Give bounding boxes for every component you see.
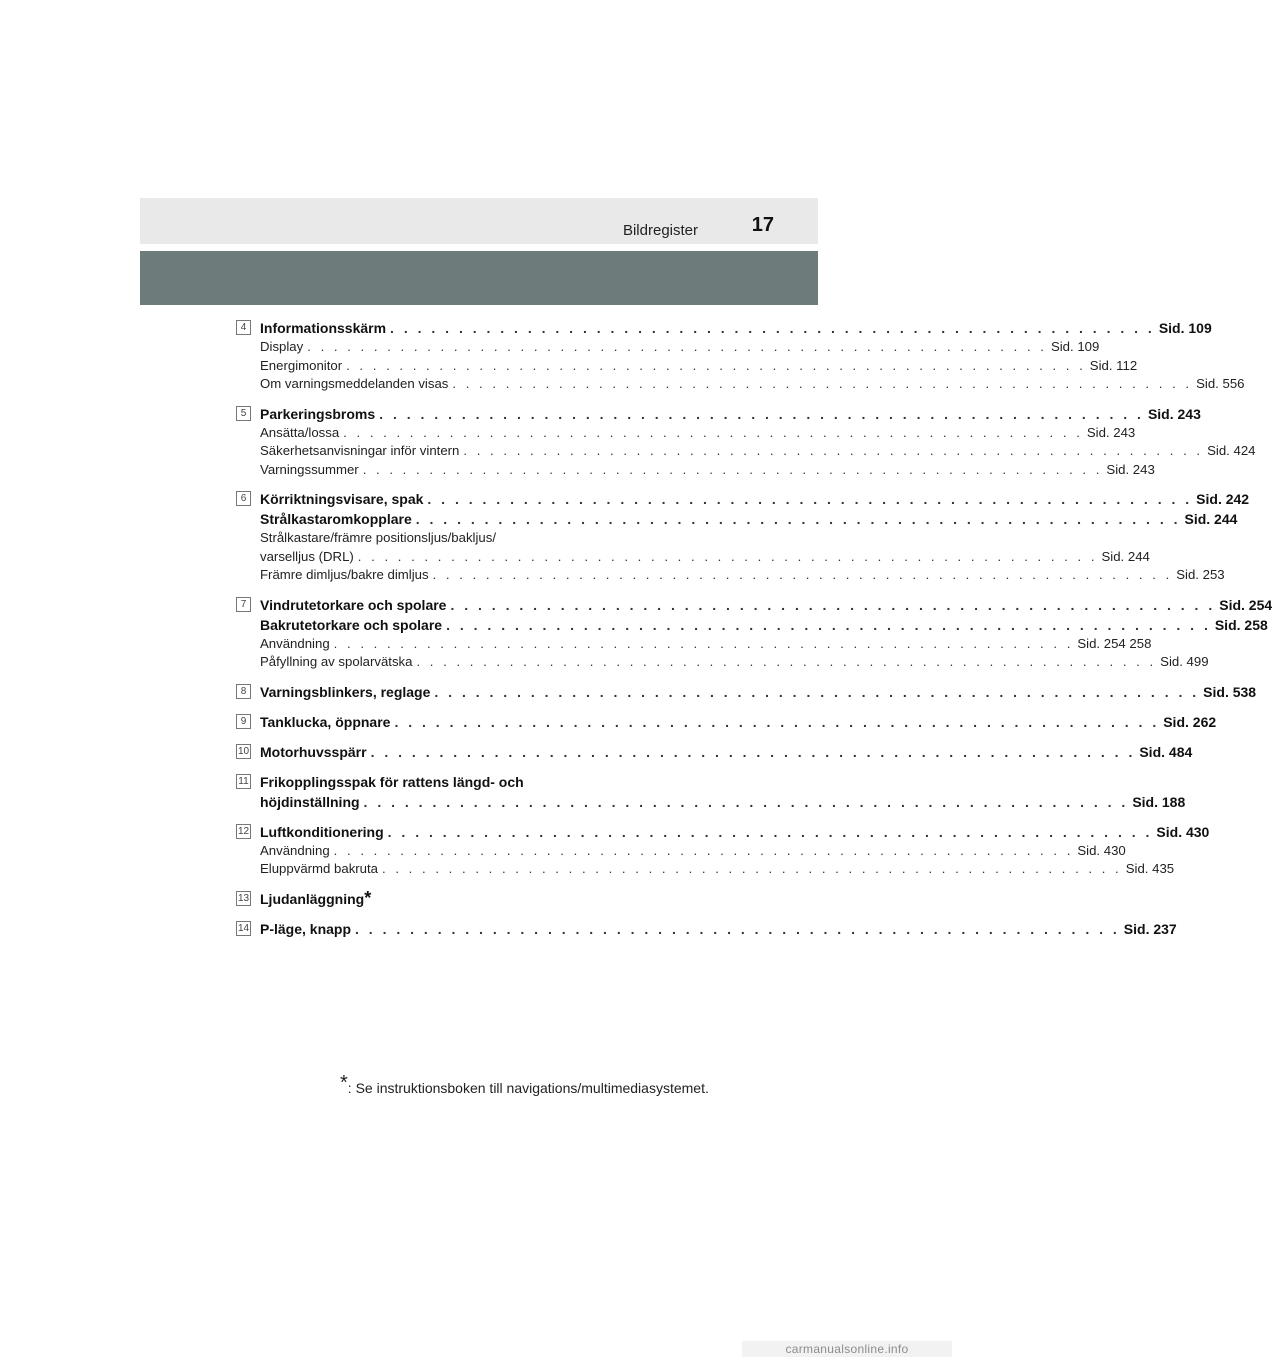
entry-heading-label: Bakrutetorkare och spolare: [260, 616, 443, 633]
entry-subitem-label: Främre dimljus/bakre dimljus: [260, 567, 429, 582]
header-band: [140, 251, 818, 305]
entry-heading: [260, 712, 1217, 732]
leader-dots: . . . . . . . . . . . . . . . . . . . . . . . . . . . . . . . . . . . . . . . . . . . . . . . . . . . . . . . .: [452, 376, 1193, 391]
entry-heading: [260, 595, 1272, 615]
entry-subitem: [260, 860, 1175, 879]
leader-dots: . . . . . . . . . . . . . . . . . . . . . . . . . . . . . . . . . . . . . . . . . . . . . . . . . . . . . . . .: [450, 596, 1216, 613]
entry-subitem-label: Eluppvärmd bakruta: [260, 861, 379, 876]
page-reference: Sid. 430: [1077, 842, 1126, 858]
entry-subitem: [260, 357, 1138, 376]
leader-dots: . . . . . . . . . . . . . . . . . . . . . . . . . . . . . . . . . . . . . . . . . . . . . . . . . . . . . . . .: [370, 743, 1136, 760]
entry-subitem: [260, 548, 1150, 567]
picture-index-list: [236, 318, 1272, 949]
leader-dots: . . . . . . . . . . . . . . . . . . . . . . . . . . . . . . . . . . . . . . . . . . . . . . . . . . . . . . . .: [463, 443, 1204, 458]
entry-number-box: 9: [236, 714, 251, 729]
page-reference: Sid. 254 258: [1077, 635, 1152, 651]
leader-dots: . . . . . . . . . . . . . . . . . . . . . . . . . . . . . . . . . . . . . . . . . . . . . . . . . . . . . . . .: [427, 491, 1193, 507]
watermark: carmanualsonline.info: [742, 1341, 952, 1357]
entry-heading: [260, 489, 1250, 509]
entry-number-box: 4: [236, 320, 251, 335]
index-entry: [236, 682, 1257, 702]
entry-heading: [260, 615, 1268, 635]
page-reference: Sid. 254: [1219, 596, 1272, 613]
page-reference: Sid. 435: [1125, 861, 1175, 876]
entry-subitem: [260, 461, 1155, 480]
entry-subitem-label: Om varningsmeddelanden visas: [260, 376, 449, 391]
page-reference: Sid. 556: [1196, 376, 1245, 391]
entry-subitem-label: Användning: [260, 842, 330, 858]
entry-subitem: [260, 424, 1136, 443]
page-reference: Sid. 484: [1139, 743, 1193, 760]
footnote-text: : Se instruktionsboken till navigations/multimediasystemet.: [347, 1080, 709, 1096]
entry-subitem-label: Påfyllning av spolarvätska: [260, 654, 413, 669]
entry-number-box: 8: [236, 684, 251, 699]
entry-subitem: [260, 635, 1152, 654]
entry-heading-label: Körriktningsvisare, spak: [260, 491, 424, 507]
page-reference: Sid. 243: [1106, 461, 1155, 477]
entry-number-box: 13: [237, 892, 250, 904]
page-reference: Sid. 112: [1089, 357, 1138, 373]
index-entry: [236, 318, 1245, 394]
page-reference: Sid. 430: [1156, 823, 1210, 840]
index-entry: [236, 595, 1272, 672]
index-entry: [236, 772, 1186, 812]
entry-heading-label: Motorhuvsspärr: [260, 743, 367, 760]
page-reference: Sid. 253: [1176, 567, 1225, 582]
entry-heading: [260, 792, 1186, 812]
page-reference: Sid. 258: [1214, 616, 1268, 633]
leader-dots: . . . . . . . . . . . . . . . . . . . . . . . . . . . . . . . . . . . . . . . . . . . . . . . . . . . . . . . .: [307, 339, 1047, 354]
index-entry: [236, 919, 1177, 939]
entry-number-box: 7: [236, 597, 251, 612]
entry-subitem-label: Energimonitor: [260, 357, 343, 373]
leader-dots: . . . . . . . . . . . . . . . . . . . . . . . . . . . . . . . . . . . . . . . . . . . . . . . . . . . . . . . .: [333, 842, 1074, 858]
entry-subitem: [260, 566, 1225, 585]
page-reference: Sid. 244: [1101, 548, 1150, 564]
leader-dots: . . . . . . . . . . . . . . . . . . . . . . . . . . . . . . . . . . . . . . . . . . . . . . . . . . . . . . . .: [432, 567, 1173, 582]
entry-subitem-label: varselljus (DRL): [260, 548, 354, 564]
leader-dots: . . . . . . . . . . . . . . . . . . . . . . . . . . . . . . . . . . . . . . . . . . . . . . . . . . . . . . . .: [357, 548, 1098, 564]
page-reference: Sid. 242: [1196, 491, 1250, 507]
entry-heading-label: Luftkonditionering: [260, 823, 384, 840]
entry-heading: [260, 318, 1212, 338]
entry-subitem: [260, 375, 1245, 394]
leader-dots: . . . . . . . . . . . . . . . . . . . . . . . . . . . . . . . . . . . . . . . . . . . . . . . . . . . . . . . .: [346, 357, 1086, 373]
leader-dots: . . . . . . . . . . . . . . . . . . . . . . . . . . . . . . . . . . . . . . . . . . . . . . . . . . . . . . . .: [446, 616, 1211, 633]
entry-heading-label: höjdinställning: [260, 793, 360, 810]
entry-subitem: [260, 442, 1256, 461]
entry-number-box: 6: [236, 491, 251, 506]
footnote: [340, 1072, 760, 1096]
leader-dots: . . . . . . . . . . . . . . . . . . . . . . . . . . . . . . . . . . . . . . . . . . . . . . . . . . . . . . . .: [434, 683, 1200, 700]
leader-dots: . . . . . . . . . . . . . . . . . . . . . . . . . . . . . . . . . . . . . . . . . . . . . . . . . . . . . . . .: [382, 861, 1122, 876]
entry-subitem: [260, 338, 1100, 357]
index-entry: [236, 404, 1256, 480]
entry-subitem-label: Ansätta/lossa: [260, 424, 340, 440]
leader-dots: . . . . . . . . . . . . . . . . . . . . . . . . . . . . . . . . . . . . . . . . . . . . . . . . . . . . . . . .: [390, 320, 1155, 336]
index-entry: [236, 822, 1210, 879]
page-reference: Sid. 424: [1207, 443, 1256, 458]
entry-heading: [260, 822, 1210, 842]
leader-dots: . . . . . . . . . . . . . . . . . . . . . . . . . . . . . . . . . . . . . . . . . . . . . . . . . . . . . . . .: [362, 461, 1103, 477]
leader-dots: . . . . . . . . . . . . . . . . . . . . . . . . . . . . . . . . . . . . . . . . . . . . . . . . . . . . . . . .: [416, 654, 1157, 669]
header-strip: [140, 198, 818, 244]
page-reference: Sid. 237: [1123, 920, 1177, 937]
page-reference: Sid. 538: [1203, 683, 1257, 700]
entry-heading: [260, 919, 1177, 939]
section-title: Bildregister: [622, 222, 698, 239]
page-reference: Sid. 499: [1160, 654, 1209, 669]
page-reference: Sid. 243: [1147, 405, 1201, 422]
entry-heading: [260, 682, 1257, 702]
page-reference: Sid. 244: [1184, 511, 1238, 527]
entry-heading-label: Varningsblinkers, reglage: [260, 683, 431, 700]
entry-number-box: 11: [236, 774, 251, 789]
entry-subitem-label: Varningssummer: [260, 461, 359, 477]
entry-subitem: [260, 653, 1209, 672]
index-entry: [236, 742, 1193, 762]
leader-dots: . . . . . . . . . . . . . . . . . . . . . . . . . . . . . . . . . . . . . . . . . . . . . . . . . . . . . . . .: [394, 713, 1160, 730]
entry-heading: Ljudanläggning *: [260, 887, 372, 908]
index-entry: [236, 489, 1250, 585]
leader-dots: . . . . . . . . . . . . . . . . . . . . . . . . . . . . . . . . . . . . . . . . . . . . . . . . . . . . . . . .: [343, 424, 1083, 440]
leader-dots: . . . . . . . . . . . . . . . . . . . . . . . . . . . . . . . . . . . . . . . . . . . . . . . . . . . . . . . .: [387, 823, 1153, 840]
entry-heading-label: Ljudanläggning: [260, 890, 365, 907]
entry-heading-label: Informationsskärm: [260, 320, 387, 336]
entry-subitem-label: Säkerhetsanvisningar inför vintern: [260, 443, 460, 458]
entry-heading-label: P-läge, knapp: [260, 920, 352, 937]
page-reference: Sid. 243: [1086, 424, 1136, 440]
page-reference: Sid. 262: [1163, 713, 1217, 730]
entry-heading-label: Strålkastaromkopplare: [260, 511, 412, 527]
entry-heading: [260, 742, 1193, 762]
entry-heading: [260, 509, 1238, 529]
entry-number-box: 12: [237, 825, 250, 837]
entry-subitem-label: Display: [260, 339, 304, 354]
entry-number-box: 10: [237, 745, 250, 757]
entry-number-box: 5: [236, 406, 251, 421]
entry-heading-label: Parkeringsbroms: [260, 405, 376, 422]
entry-number-box: 14: [237, 922, 250, 934]
page-number: 17: [751, 214, 774, 236]
leader-dots: . . . . . . . . . . . . . . . . . . . . . . . . . . . . . . . . . . . . . . . . . . . . . . . . . . . . . . . .: [363, 793, 1129, 810]
entry-subitem-label: Användning: [260, 635, 330, 651]
page-reference: Sid. 188: [1132, 793, 1186, 810]
page-reference: Sid. 109: [1158, 320, 1212, 336]
entry-heading-label: Vindrutetorkare och spolare: [260, 596, 447, 613]
entry-subitem: [260, 842, 1126, 861]
leader-dots: . . . . . . . . . . . . . . . . . . . . . . . . . . . . . . . . . . . . . . . . . . . . . . . . . . . . . . . .: [333, 635, 1074, 651]
footnote-star: *: [340, 1072, 348, 1094]
entry-heading-label: Tanklucka, öppnare: [260, 713, 391, 730]
index-entry: [236, 712, 1217, 732]
entry-subitem-line: Strålkastare/främre positionsljus/bakljus/: [260, 530, 497, 545]
entry-heading: [260, 404, 1201, 424]
leader-dots: . . . . . . . . . . . . . . . . . . . . . . . . . . . . . . . . . . . . . . . . . . . . . . . . . . . . . . . .: [379, 405, 1144, 422]
entry-heading-line: Frikopplingsspak för rattens längd- och: [260, 773, 524, 790]
index-entry: [236, 889, 724, 909]
leader-dots: . . . . . . . . . . . . . . . . . . . . . . . . . . . . . . . . . . . . . . . . . . . . . . . . . . . . . . . .: [355, 920, 1120, 937]
leader-dots: . . . . . . . . . . . . . . . . . . . . . . . . . . . . . . . . . . . . . . . . . . . . . . . . . . . . . . . .: [415, 511, 1181, 527]
page-reference: Sid. 109: [1050, 339, 1100, 354]
